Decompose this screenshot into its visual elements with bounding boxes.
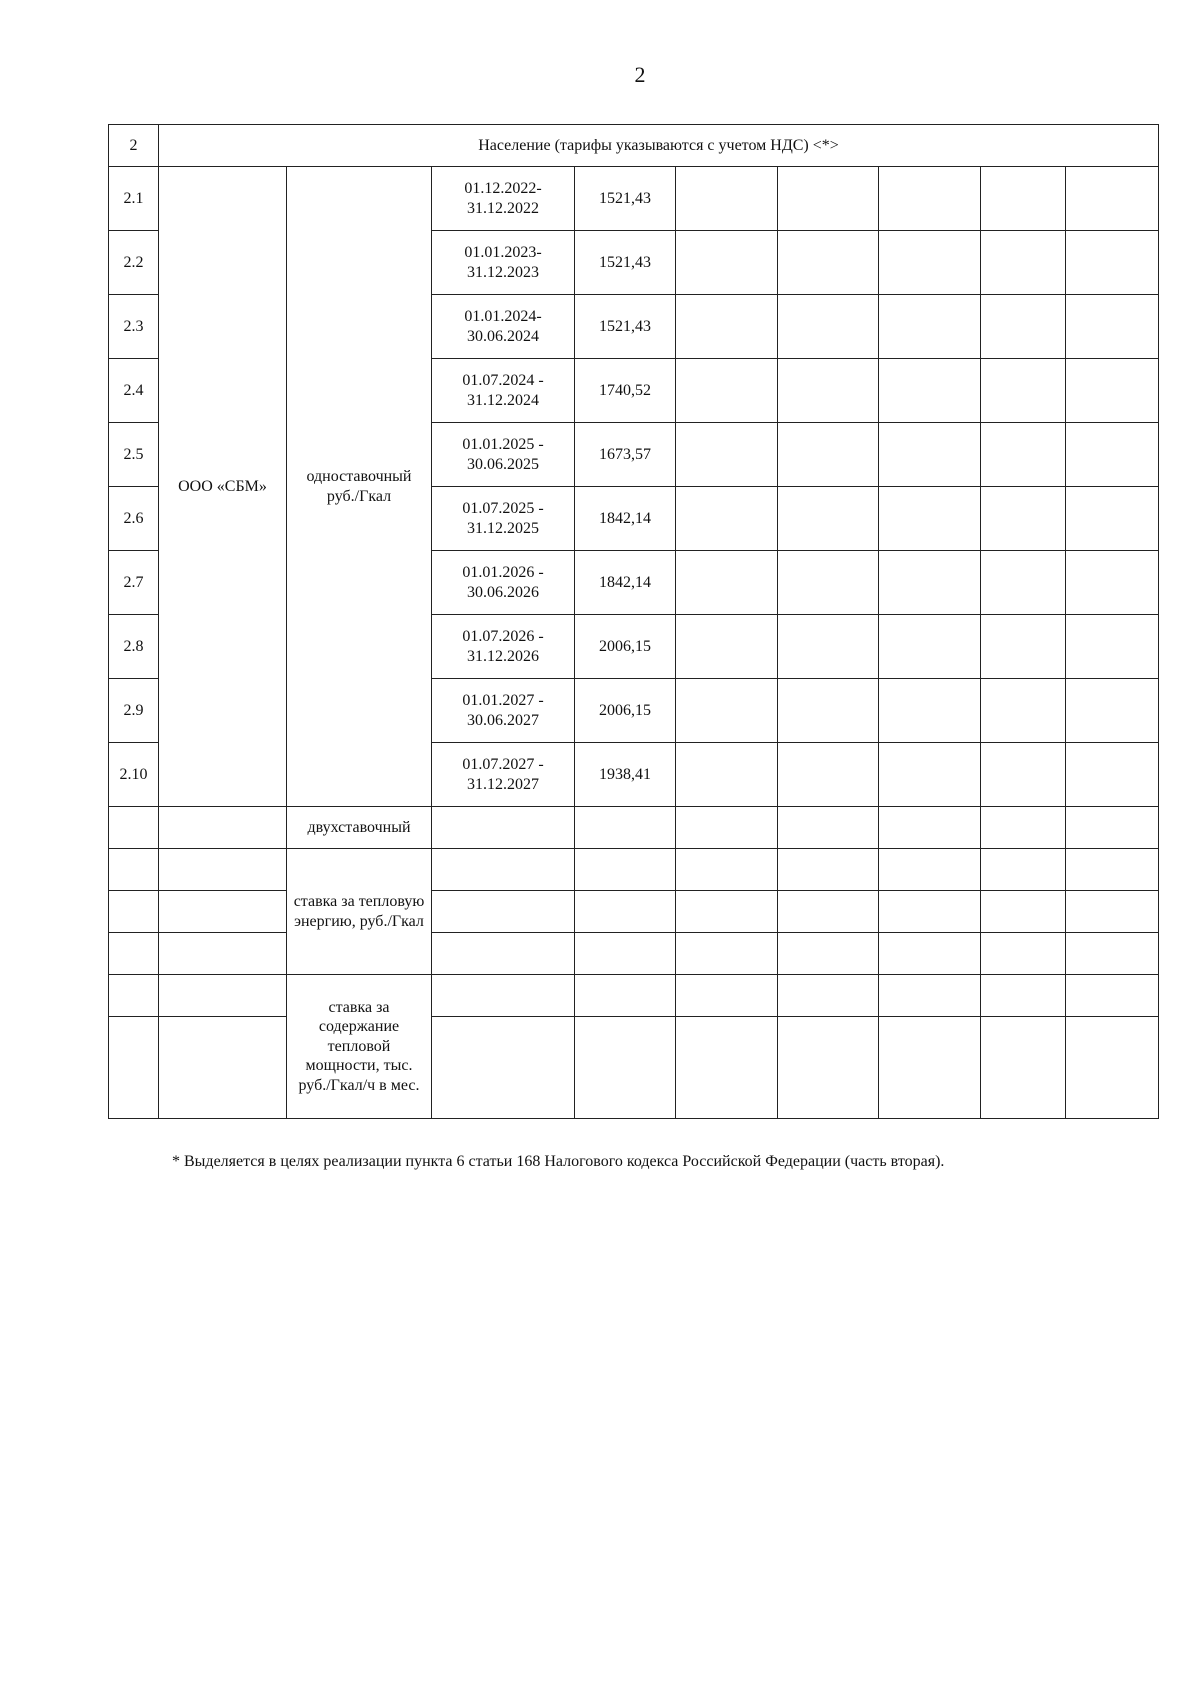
empty-cell xyxy=(879,615,981,679)
empty-cell xyxy=(778,295,879,359)
empty-cell xyxy=(109,807,159,849)
empty-cell xyxy=(1066,975,1159,1017)
heat-energy-row xyxy=(109,891,1159,933)
empty-cell xyxy=(879,849,981,891)
empty-cell xyxy=(778,849,879,891)
period-cell: 01.07.2025 - 31.12.2025 xyxy=(432,487,575,551)
empty-cell xyxy=(981,849,1066,891)
empty-cell xyxy=(575,807,676,849)
heat-energy-row xyxy=(109,849,1159,891)
empty-cell xyxy=(432,1017,575,1119)
capacity-row xyxy=(109,975,1159,1017)
empty-cell xyxy=(778,231,879,295)
section-header-row xyxy=(109,125,1159,167)
empty-cell xyxy=(981,423,1066,487)
empty-cell xyxy=(676,891,778,933)
empty-cell xyxy=(778,807,879,849)
empty-cell xyxy=(109,1017,159,1119)
page-number: 2 xyxy=(634,62,646,87)
empty-cell xyxy=(981,615,1066,679)
empty-cell xyxy=(981,975,1066,1017)
empty-cell xyxy=(778,423,879,487)
empty-cell xyxy=(159,807,287,849)
row-number: 2.2 xyxy=(109,231,159,295)
empty-cell xyxy=(778,615,879,679)
row-number: 2.3 xyxy=(109,295,159,359)
empty-cell xyxy=(879,975,981,1017)
empty-cell xyxy=(432,975,575,1017)
empty-cell xyxy=(676,1017,778,1119)
empty-cell xyxy=(879,231,981,295)
period-cell: 01.07.2027 - 31.12.2027 xyxy=(432,743,575,807)
empty-cell xyxy=(879,933,981,975)
empty-cell xyxy=(676,807,778,849)
empty-cell xyxy=(432,933,575,975)
empty-cell xyxy=(1066,167,1159,231)
empty-cell xyxy=(879,295,981,359)
empty-cell xyxy=(1066,615,1159,679)
tariff-value: 1521,43 xyxy=(575,167,676,231)
empty-cell xyxy=(1066,849,1159,891)
empty-cell xyxy=(159,975,287,1017)
empty-cell xyxy=(1066,487,1159,551)
empty-cell xyxy=(1066,679,1159,743)
period-cell: 01.01.2023- 31.12.2023 xyxy=(432,231,575,295)
empty-cell xyxy=(981,1017,1066,1119)
period-cell: 01.01.2025 - 30.06.2025 xyxy=(432,423,575,487)
empty-cell xyxy=(879,743,981,807)
two-rate-row xyxy=(109,807,1159,849)
empty-cell xyxy=(159,933,287,975)
row-number: 2.6 xyxy=(109,487,159,551)
empty-cell xyxy=(575,1017,676,1119)
heat-energy-row xyxy=(109,933,1159,975)
tariff-value: 2006,15 xyxy=(575,679,676,743)
empty-cell xyxy=(981,679,1066,743)
empty-cell xyxy=(1066,807,1159,849)
row-number: 2.5 xyxy=(109,423,159,487)
empty-cell xyxy=(879,891,981,933)
period-cell: 01.07.2026 - 31.12.2026 xyxy=(432,615,575,679)
empty-cell xyxy=(879,807,981,849)
empty-cell xyxy=(981,487,1066,551)
empty-cell xyxy=(981,295,1066,359)
empty-cell xyxy=(981,891,1066,933)
empty-cell xyxy=(676,975,778,1017)
empty-cell xyxy=(778,487,879,551)
footnote: * Выделяется в целях реализации пункта 6 статьи 168 Налогового кодекса Российской Федерации (часть вторая). xyxy=(172,1153,945,1170)
empty-cell xyxy=(432,891,575,933)
empty-cell xyxy=(1066,295,1159,359)
empty-cell xyxy=(981,231,1066,295)
tariff-value: 1842,14 xyxy=(575,551,676,615)
empty-cell xyxy=(676,487,778,551)
empty-cell xyxy=(676,679,778,743)
empty-cell xyxy=(879,359,981,423)
empty-cell xyxy=(1066,423,1159,487)
empty-cell xyxy=(432,807,575,849)
empty-cell xyxy=(1066,551,1159,615)
empty-cell xyxy=(676,933,778,975)
empty-cell xyxy=(676,167,778,231)
empty-cell xyxy=(981,167,1066,231)
tariff-value: 1842,14 xyxy=(575,487,676,551)
table-row xyxy=(109,167,1159,231)
empty-cell xyxy=(109,891,159,933)
tariff-value: 1673,57 xyxy=(575,423,676,487)
empty-cell xyxy=(1066,1017,1159,1119)
empty-cell xyxy=(778,679,879,743)
organization-name: ООО «СБМ» xyxy=(159,167,287,807)
empty-cell xyxy=(575,891,676,933)
capacity-rate-label: ставка за содержание тепловой мощности, тыс. руб./Гкал/ч в мес. xyxy=(287,975,432,1119)
row-number: 2.10 xyxy=(109,743,159,807)
empty-cell xyxy=(879,1017,981,1119)
empty-cell xyxy=(1066,891,1159,933)
tariff-table xyxy=(108,124,1159,1119)
empty-cell xyxy=(1066,743,1159,807)
empty-cell xyxy=(879,167,981,231)
empty-cell xyxy=(575,975,676,1017)
empty-cell xyxy=(778,359,879,423)
period-cell: 01.01.2027 - 30.06.2027 xyxy=(432,679,575,743)
empty-cell xyxy=(109,849,159,891)
row-number: 2.9 xyxy=(109,679,159,743)
empty-cell xyxy=(159,1017,287,1119)
period-cell: 01.01.2026 - 30.06.2026 xyxy=(432,551,575,615)
empty-cell xyxy=(778,891,879,933)
row-number: 2.8 xyxy=(109,615,159,679)
row-number: 2.7 xyxy=(109,551,159,615)
empty-cell xyxy=(1066,933,1159,975)
empty-cell xyxy=(879,551,981,615)
empty-cell xyxy=(1066,359,1159,423)
tariff-value: 1740,52 xyxy=(575,359,676,423)
tariff-value: 1938,41 xyxy=(575,743,676,807)
two-rate-label: двухставочный xyxy=(287,807,432,849)
empty-cell xyxy=(879,679,981,743)
empty-cell xyxy=(676,423,778,487)
empty-cell xyxy=(676,615,778,679)
empty-cell xyxy=(778,933,879,975)
row-number: 2.1 xyxy=(109,167,159,231)
period-cell: 01.01.2024- 30.06.2024 xyxy=(432,295,575,359)
empty-cell xyxy=(676,743,778,807)
empty-cell xyxy=(676,551,778,615)
empty-cell xyxy=(676,231,778,295)
empty-cell xyxy=(109,933,159,975)
period-cell: 01.07.2024 - 31.12.2024 xyxy=(432,359,575,423)
empty-cell xyxy=(879,423,981,487)
period-cell: 01.12.2022- 31.12.2022 xyxy=(432,167,575,231)
section-number: 2 xyxy=(109,125,159,167)
empty-cell xyxy=(778,551,879,615)
heat-energy-rate-label: ставка за тепловую энергию, руб./Гкал xyxy=(287,849,432,975)
empty-cell xyxy=(879,487,981,551)
empty-cell xyxy=(981,359,1066,423)
empty-cell xyxy=(1066,231,1159,295)
empty-cell xyxy=(981,807,1066,849)
empty-cell xyxy=(778,167,879,231)
empty-cell xyxy=(778,975,879,1017)
section-title: Население (тарифы указываются с учетом НДС) <*> xyxy=(159,125,1159,167)
empty-cell xyxy=(676,849,778,891)
single-rate-label: одноставочный руб./Гкал xyxy=(287,167,432,807)
empty-cell xyxy=(432,849,575,891)
empty-cell xyxy=(981,933,1066,975)
empty-cell xyxy=(575,849,676,891)
empty-cell xyxy=(159,891,287,933)
empty-cell xyxy=(159,849,287,891)
empty-cell xyxy=(575,933,676,975)
tariff-value: 2006,15 xyxy=(575,615,676,679)
capacity-row xyxy=(109,1017,1159,1119)
row-number: 2.4 xyxy=(109,359,159,423)
empty-cell xyxy=(676,295,778,359)
empty-cell xyxy=(981,743,1066,807)
tariff-value: 1521,43 xyxy=(575,295,676,359)
empty-cell xyxy=(778,1017,879,1119)
empty-cell xyxy=(981,551,1066,615)
empty-cell xyxy=(109,975,159,1017)
empty-cell xyxy=(676,359,778,423)
tariff-value: 1521,43 xyxy=(575,231,676,295)
empty-cell xyxy=(778,743,879,807)
